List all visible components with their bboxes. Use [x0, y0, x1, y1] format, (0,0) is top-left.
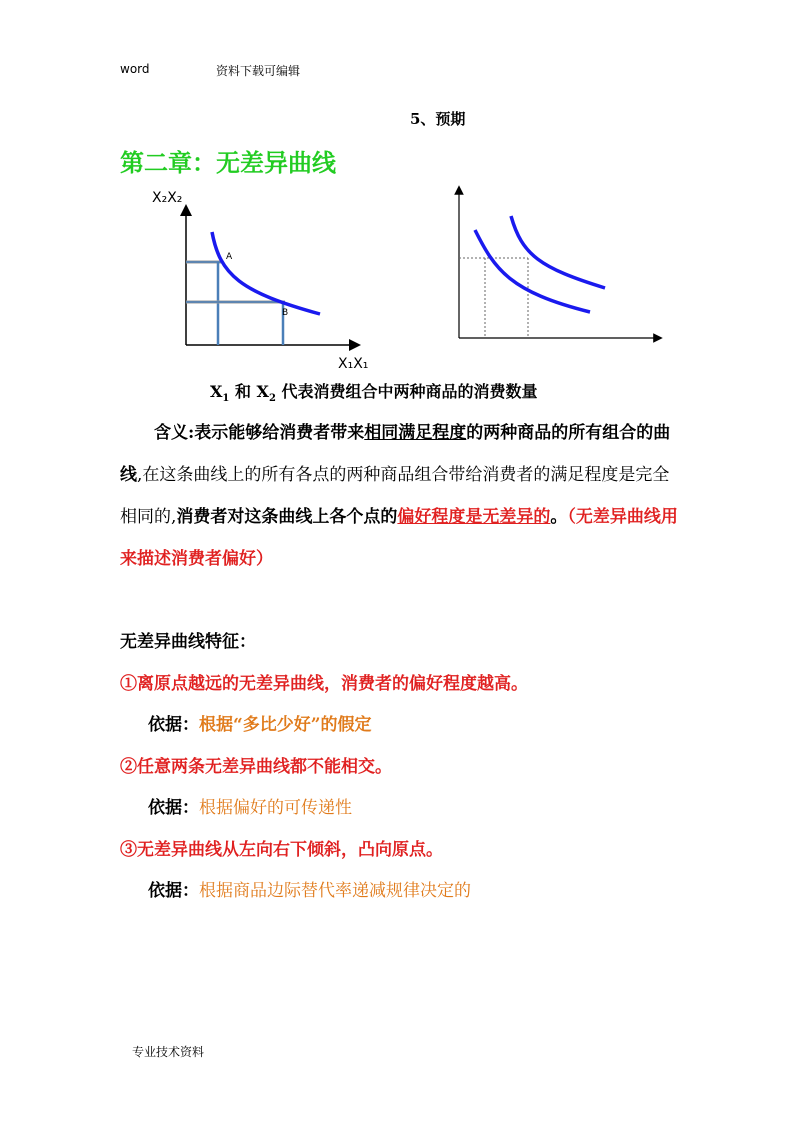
point-b-label: B	[282, 308, 289, 318]
section-heading: 5、预期	[410, 110, 466, 128]
indifference-curve-higher	[511, 216, 605, 288]
indifference-chart-right	[440, 180, 670, 350]
feature-2-claim: ②任意两条无差异曲线都不能相交。	[120, 757, 392, 777]
point-a-label: A	[226, 252, 233, 262]
indifference-curve-lower	[475, 230, 590, 312]
feature-1-claim: ①离原点越远的无差异曲线，消费者的偏好程度越高。	[120, 674, 528, 694]
feature-3-claim: ③无差异曲线从左向右下倾斜，凸向原点。	[120, 840, 443, 860]
header-word: word	[120, 62, 150, 76]
header-title: 资料下载可编辑	[216, 64, 301, 78]
feature-1-basis: 依据：根据“多比少好”的假定	[148, 715, 372, 735]
feature-2-basis: 依据：根据偏好的可传递性	[148, 798, 352, 818]
feature-3-basis: 依据：根据商品边际替代率递减规律决定的	[148, 881, 471, 901]
features-title: 无差异曲线特征：	[120, 632, 256, 652]
indifference-chart-left	[140, 180, 380, 375]
chapter-title: 第二章：无差异曲线	[120, 148, 336, 177]
figure-caption: $X_1$ 和 $X_2$ 代表消费组合中两种商品的消费数量	[210, 382, 538, 405]
y-axis-label: X₂X₂	[152, 190, 183, 206]
footer-text: 专业技术资料	[132, 1045, 205, 1059]
definition-paragraph: 含义:表示能够给消费者带来相同满足程度的两种商品的所有组合的曲线,在这条曲线上的所有各点的两种商品组合带给消费者的满足程度是完全相同的,消费者对这条曲线上各个点的偏好程度是无差异的。（无差异曲线用来描述消费者偏好）	[120, 423, 678, 569]
x-axis-label: X₁X₁	[338, 356, 369, 372]
